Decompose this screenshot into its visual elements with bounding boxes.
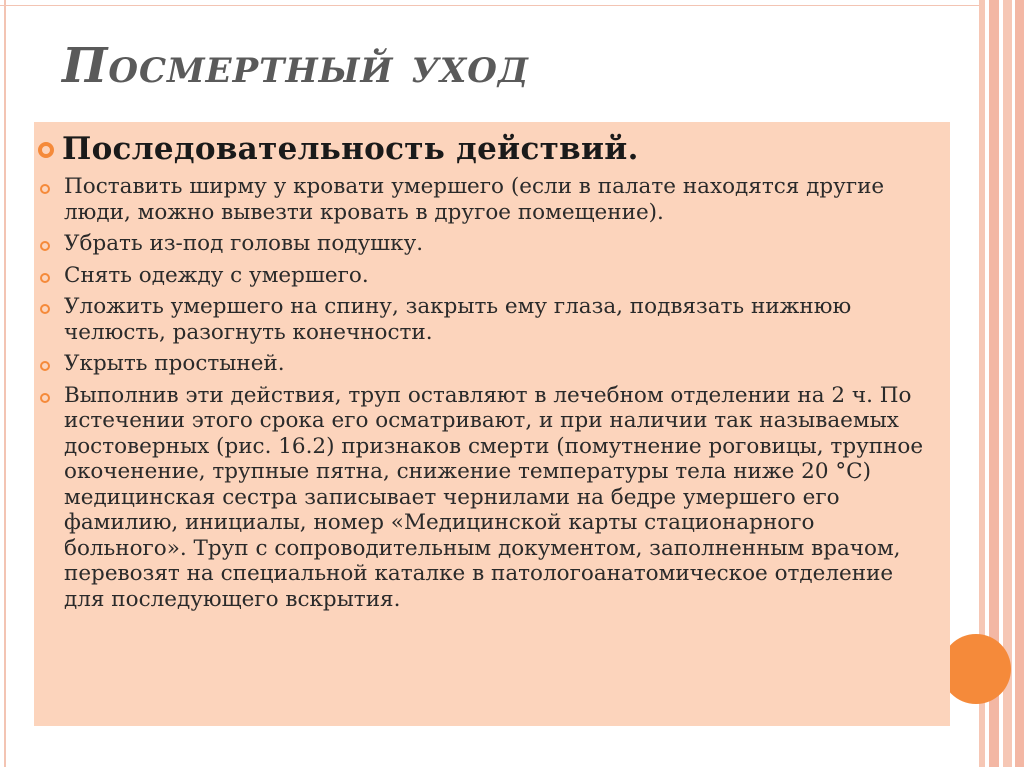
- list-item: [38, 383, 940, 613]
- list-item: [38, 263, 940, 289]
- ring-bullet-icon: [40, 304, 50, 314]
- content-box: [34, 122, 950, 726]
- list-item: [38, 231, 940, 257]
- orange-circle-icon: [941, 634, 1011, 704]
- list-item-text: Уложить умершего на спину, закрыть ему глаза, подвязать нижнюю челюсть, разогнуть конечности.: [64, 294, 852, 345]
- left-decorative-line: [4, 0, 6, 767]
- list-item-text: Поставить ширму у кровати умершего (если в палате находятся другие люди, можно вывезти кровать в другое помещение).: [64, 174, 885, 225]
- heading-row: [38, 128, 940, 170]
- ring-bullet-icon: [40, 184, 50, 194]
- top-decorative-line: [0, 5, 979, 6]
- slide-title: Посмертный уход: [62, 38, 530, 94]
- list-item: [38, 351, 940, 377]
- list-item-text: Выполнив эти действия, труп оставляют в лечебном отделении на 2 ч. По истечении этого срока его осматривают, и при наличии так называемых достоверных (рис. 16.2) признаков смерти (помутнение роговицы, трупное окоченение, трупные пятна, снижение температуры тела ниже 20 °С) медицинская сестра записывает чернилами на бедре умершего его фамилию, инициалы, номер «Медицинской карты стационарного больного». Труп с сопроводительным документом, заполненным врачом, перевозят на специальной каталке в патологоанатомическое отделение для последующего вскрытия.: [64, 382, 924, 612]
- steps-list: [38, 174, 940, 612]
- list-item-text: Убрать из-под головы подушку.: [64, 231, 424, 256]
- list-item-text: Снять одежду с умершего.: [64, 262, 369, 288]
- right-stripe: [1015, 0, 1024, 767]
- ring-bullet-icon: [38, 142, 54, 158]
- list-item: [38, 174, 940, 225]
- list-item-text: Укрыть простыней.: [64, 351, 285, 376]
- ring-bullet-icon: [40, 361, 50, 371]
- ring-bullet-icon: [40, 241, 50, 251]
- list-item: [38, 294, 940, 345]
- ring-bullet-icon: [40, 393, 50, 403]
- ring-bullet-icon: [40, 273, 50, 283]
- section-heading: Последовательность действий.: [62, 131, 639, 167]
